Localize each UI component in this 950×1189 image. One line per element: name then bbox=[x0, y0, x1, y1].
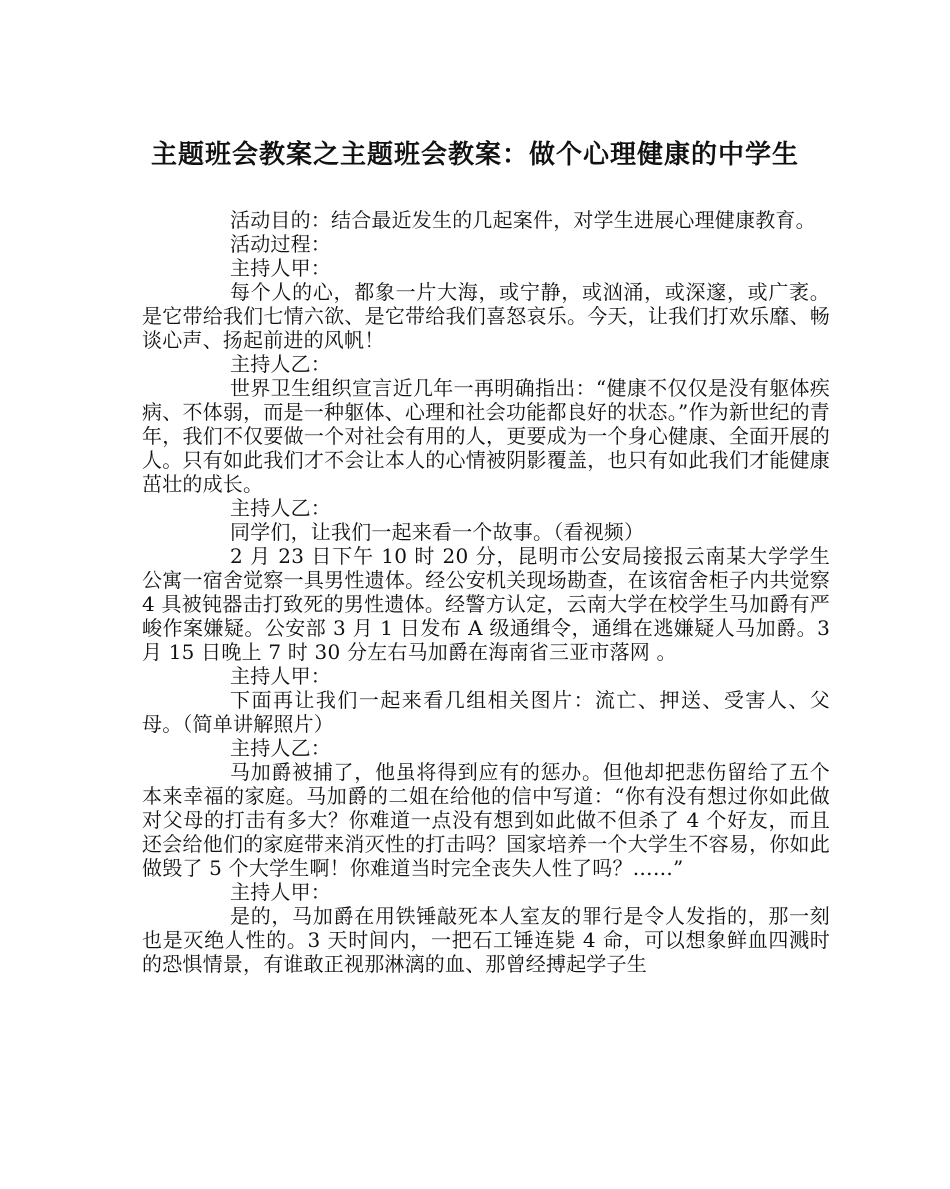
paragraph-photos: 下面再让我们一起来看几组相关图片：流亡、押送、受害人、父母。（简单讲解照片） bbox=[142, 688, 830, 736]
paragraph-host-a-2: 主持人甲： bbox=[230, 664, 331, 688]
paragraph-who-definition: 世界卫生组织宣言近几年一再明确指出：“健康不仅仅是没有躯体疾病、不体弱，而是一种躯体、心理和社会功能都良好的状态。”作为新世纪的青年，我们不仅要做一个对社会有用的人，更要成为一个身心健康、全面开展的人。只有如此我们才不会让本人的心情被阴影覆盖，也只有如此我们才能健康茁壮的成长。 bbox=[142, 376, 830, 496]
paragraph-host-b-1: 主持人乙： bbox=[230, 352, 331, 376]
paragraph-host-a-1: 主持人甲： bbox=[230, 256, 331, 280]
document-title: 主题班会教案之主题班会教案：做个心理健康的中学生 bbox=[150, 140, 799, 170]
paragraph-reflection: 是的，马加爵在用铁锤敲死本人室友的罪行是令人发指的，那一刻也是灭绝人性的。3 天时间内，一把石工锤连毙 4 命，可以想象鲜血四溅时的恐惧情景，有谁敢正视那淋漓的血、那曾经搏起学子生 bbox=[142, 904, 830, 976]
paragraph-host-a-3: 主持人甲： bbox=[230, 880, 331, 904]
paragraph-opening: 每个人的心，都象一片大海，或宁静，或汹涌，或深邃，或广袤。是它带给我们七情六欲、是它带给我们喜怒哀乐。今天，让我们打欢乐靡、畅谈心声、扬起前进的风帆！ bbox=[142, 280, 830, 352]
paragraph-host-b-2: 主持人乙： bbox=[230, 496, 331, 520]
paragraph-purpose: 活动目的：结合最近发生的几起案件，对学生进展心理健康教育。 bbox=[230, 208, 816, 232]
paragraph-process-heading: 活动过程： bbox=[230, 232, 331, 256]
paragraph-sister-letter: 马加爵被捕了，他虽将得到应有的惩办。但他却把悲伤留给了五个本来幸福的家庭。马加爵的二姐在给他的信中写道：“你有没有想过你如此做对父母的打击有多大？你难道一点没有想到如此做不但杀了 4 个好友，而且还会给他们的家庭带来消灭性的打击吗？国家培养一个大学生不容易，你如此做毁了 5 个大学生啊！你难道当时完全丧失人性了吗？……” bbox=[142, 760, 830, 880]
document-body bbox=[142, 208, 830, 976]
paragraph-story-intro: 同学们，让我们一起来看一个故事。（看视频） bbox=[230, 520, 645, 544]
paragraph-case-report: 2 月 23 日下午 10 时 20 分，昆明市公安局接报云南某大学学生公寓一宿舍觉察一具男性遗体。经公安机关现场勘查，在该宿舍柜子内共觉察 4 具被钝器击打致死的男性遗体。经警方认定，云南大学在校学生马加爵有严峻作案嫌疑。公安部 3 月 1 日发布 A 级通缉令，通缉在逃嫌疑人马加爵。3 月 15 日晚上 7 时 30 分左右马加爵在海南省三亚市落网 。 bbox=[142, 544, 830, 664]
paragraph-host-b-3: 主持人乙： bbox=[230, 736, 331, 760]
